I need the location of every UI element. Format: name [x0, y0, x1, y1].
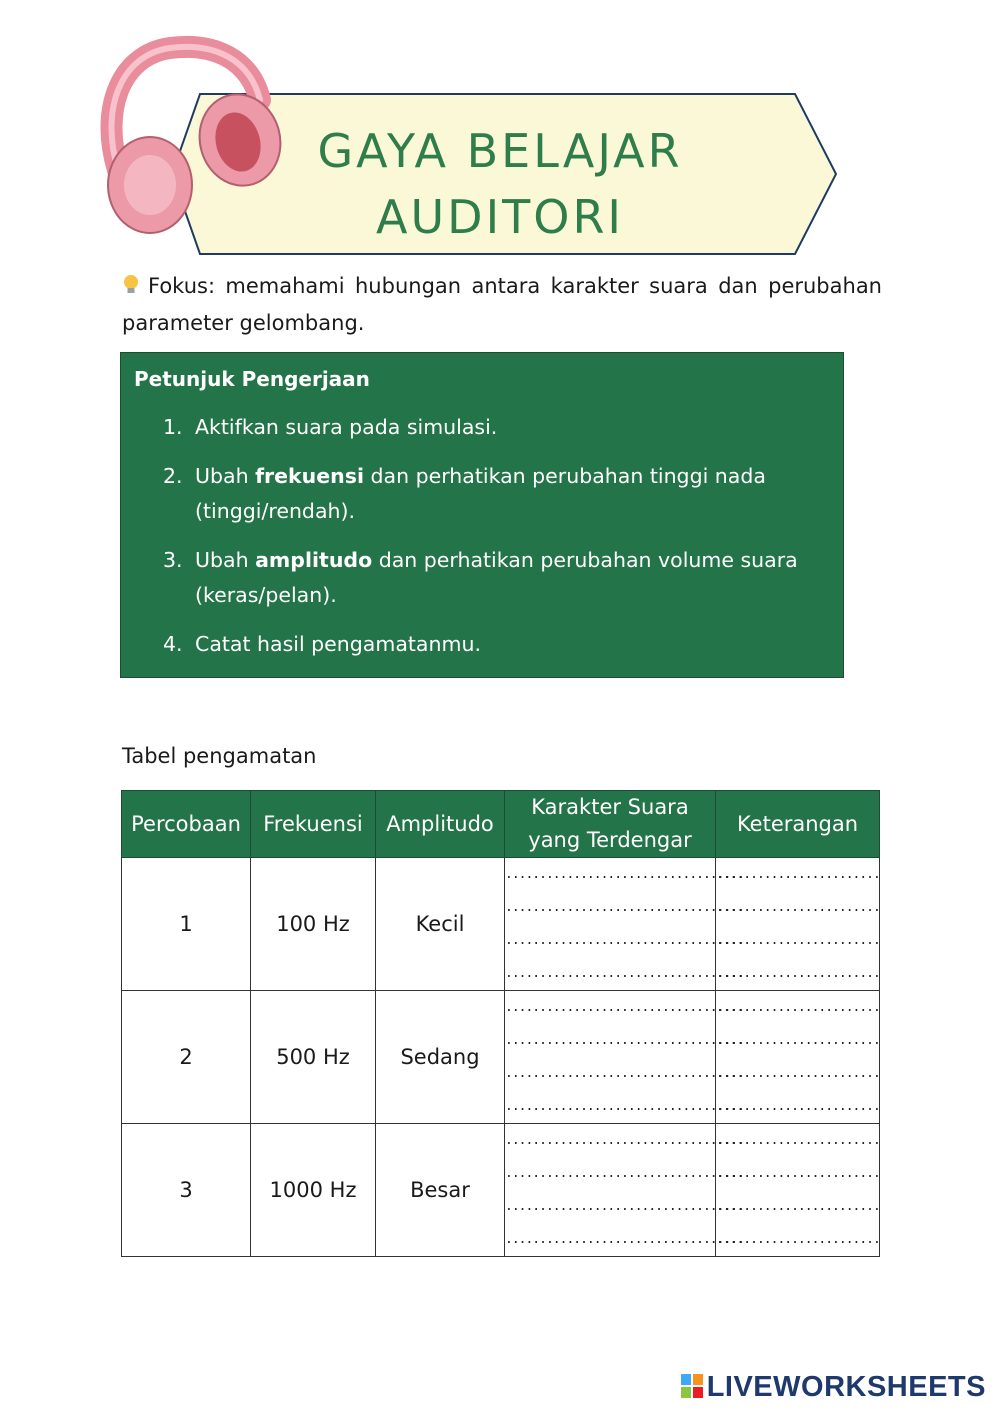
- cell-amplitudo: Kecil: [376, 858, 505, 991]
- instruction-item-3: 3. Ubah amplitudo dan perhatikan perubahan volume suara (keras/pelan).: [163, 548, 798, 607]
- liveworksheets-logo: [681, 1371, 986, 1406]
- header-percobaan: Percobaan: [122, 791, 251, 858]
- page-title-line2: AUDITORI: [376, 190, 624, 244]
- instructions-box: [120, 352, 844, 678]
- table-label: Tabel pengamatan: [122, 744, 317, 768]
- table-row: [122, 991, 880, 1124]
- keterangan-input[interactable]: ........................ ........................ ........................ ........................: [716, 991, 880, 1124]
- header-keterangan: Keterangan: [716, 791, 880, 858]
- cell-percobaan: 1: [122, 858, 251, 991]
- table-row: [122, 858, 880, 991]
- cell-frekuensi: 100 Hz: [251, 858, 376, 991]
- cell-percobaan: 2: [122, 991, 251, 1124]
- header-frekuensi: Frekuensi: [251, 791, 376, 858]
- karakter-suara-input[interactable]: ................................... ................................... ................................... ...................................: [505, 858, 716, 991]
- instructions-title: Petunjuk Pengerjaan: [134, 367, 370, 391]
- page-title-line1: GAYA BELAJAR: [317, 124, 683, 178]
- cell-amplitudo: Sedang: [376, 991, 505, 1124]
- lightbulb-icon: [122, 268, 148, 305]
- cell-amplitudo: Besar: [376, 1124, 505, 1257]
- header-amplitudo: Amplitudo: [376, 791, 505, 858]
- brand-text: LIVEWORKSHEETS: [706, 1371, 986, 1403]
- karakter-suara-input[interactable]: ................................... ................................... ................................... ...................................: [505, 1124, 716, 1257]
- logo-grid-icon: [681, 1373, 703, 1406]
- keterangan-input[interactable]: ........................ ........................ ........................ ........................: [716, 858, 880, 991]
- cell-frekuensi: 500 Hz: [251, 991, 376, 1124]
- cell-frekuensi: 1000 Hz: [251, 1124, 376, 1257]
- header-karakter-suara: Karakter Suara yang Terdengar: [505, 791, 716, 858]
- keterangan-input[interactable]: ........................ ........................ ........................ ........................: [716, 1124, 880, 1257]
- table-row: [122, 1124, 880, 1257]
- table-header-row: [122, 791, 880, 858]
- observation-table: [121, 790, 880, 1257]
- focus-statement: [122, 268, 882, 342]
- karakter-suara-input[interactable]: ................................... ................................... ................................... ...................................: [505, 991, 716, 1124]
- instruction-item-2: 2. Ubah frekuensi dan perhatikan perubahan tinggi nada (tinggi/rendah).: [163, 464, 766, 523]
- cell-percobaan: 3: [122, 1124, 251, 1257]
- instruction-item-4: 4. Catat hasil pengamatanmu.: [163, 632, 481, 656]
- instruction-item-1: 1. Aktifkan suara pada simulasi.: [163, 415, 498, 439]
- focus-text: Fokus: memahami hubungan antara karakter suara dan perubahan parameter gelombang.: [122, 274, 882, 335]
